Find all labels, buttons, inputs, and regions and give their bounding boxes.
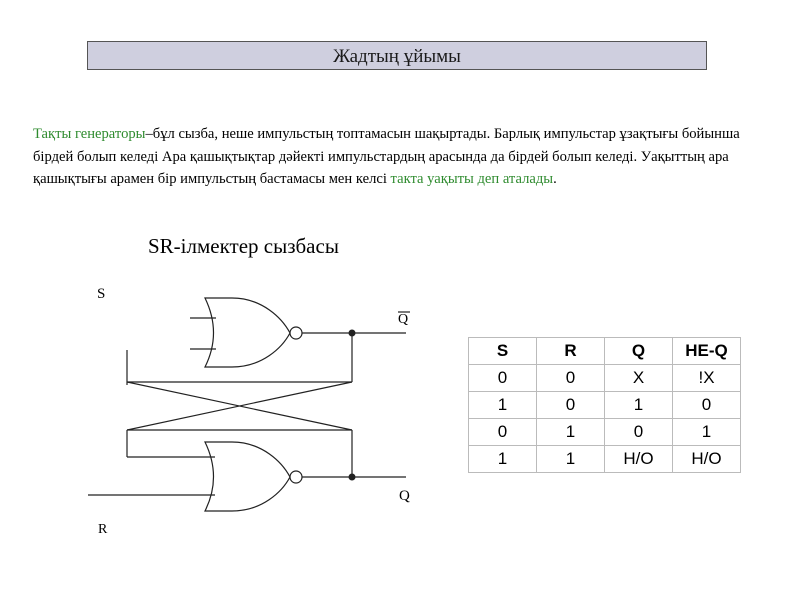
label-q-bar-output: Q [398,312,409,327]
table-cell: 1 [469,392,537,419]
truth-table [468,337,741,473]
table-cell: Н/О [605,446,673,473]
table-cell: 1 [537,419,605,446]
table-row [469,365,741,392]
table-cell: 1 [469,446,537,473]
term-clock-generator: Тақты генераторы [33,126,146,142]
table-cell: 0 [469,365,537,392]
table-cell: 1 [537,446,605,473]
header-cell: Q [605,338,673,365]
table-cell: 0 [537,392,605,419]
lower-junction-dot [349,474,356,481]
table-cell: 0 [605,419,673,446]
table-row [469,419,741,446]
header-cell: НЕ-Q [673,338,741,365]
upper-inverter-bubble [290,327,302,339]
upper-nor-gate [205,298,290,367]
table-row [469,392,741,419]
table-cell: Н/О [673,446,741,473]
truth-table-header [469,338,741,365]
paragraph-body: –бұл сызба, неше импульстың топтамасын шақыртады. Барлық импульстар ұзақтығы бойынша бірдей болып келеді Ара қашықтықтар дәйекті импульстардың арасында да бірдей болып келеді. Уақыттың ара қашықтығы арамен бір импульстың бастамасы мен келсі [33,126,740,187]
paragraph-tail: . [553,171,557,187]
lower-inverter-bubble [290,471,302,483]
slide-title: Жадтың ұйымы [87,41,707,70]
table-row [469,446,741,473]
lower-nor-gate [205,442,290,511]
term-clock-time: такта уақыты деп аталады [390,171,554,187]
table-cell: 1 [605,392,673,419]
table-cell: 0 [537,365,605,392]
table-cell: 0 [673,392,741,419]
label-q-output: Q [399,488,410,504]
table-cell: 0 [469,419,537,446]
table-cell: X [605,365,673,392]
upper-junction-dot [349,330,356,337]
label-r-input: R [98,522,108,537]
label-s-input: S [97,286,106,302]
table-cell: !X [673,365,741,392]
header-cell: R [537,338,605,365]
header-cell: S [469,338,537,365]
table-cell: 1 [673,419,741,446]
diagram-title: SR-ілмектер сызбасы [148,234,339,258]
